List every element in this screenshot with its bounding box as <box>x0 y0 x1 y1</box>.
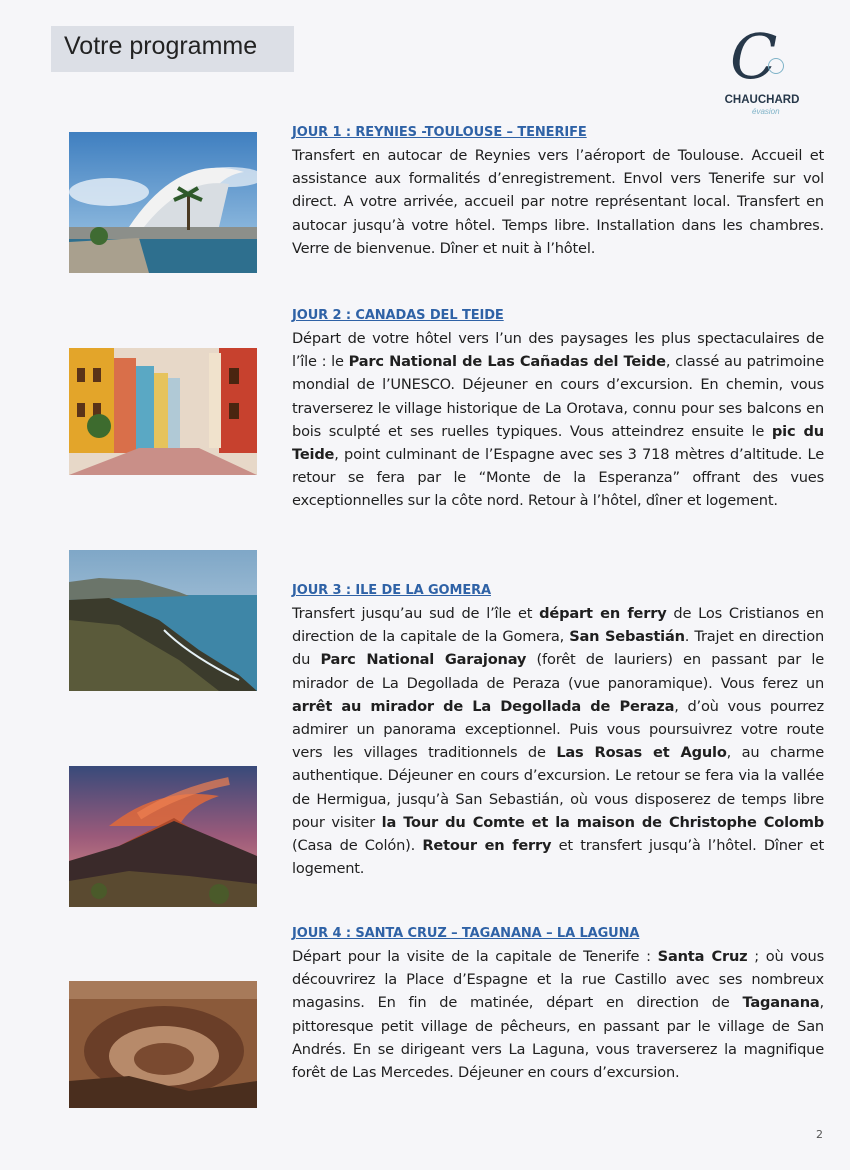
day-2-title: JOUR 2 : CANADAS DEL TEIDE <box>292 308 504 323</box>
day-3-section <box>292 583 824 880</box>
day-2-section <box>292 308 824 513</box>
photo-la-orotava-street <box>69 348 257 475</box>
day-3-title: JOUR 3 : ILE DE LA GOMERA <box>292 583 491 598</box>
day-2-text: Départ de votre hôtel vers l’un des paysages les plus spectaculaires de l’île : le Parc National de Las Cañadas del Teide, classé au patrimoine mondial de l’UNESCO. Déjeuner en cours d’excursion. En chemin, vous traverserez le village historique de La Orotava, connu pour ses balcons en bois sculpté et ses ruelles typiques. Vous atteindrez ensuite le pic du Teide, point culminant de l’Espagne avec ses 3 718 mètres d’altitude. Le retour se fera par le “Monte de la Esperanza” offrant des vues exceptionnelles sur la côte nord. Retour à l’hôtel, dîner et logement. <box>292 330 824 510</box>
logo-name: CHAUCHARD <box>724 94 800 106</box>
photo-santa-cruz-auditorium <box>69 132 257 273</box>
page-number: 2 <box>816 1128 823 1141</box>
photo-teide-sunset <box>69 766 257 907</box>
brand-logo <box>716 20 808 120</box>
logo-tagline: évasion <box>752 107 780 116</box>
logo-c-icon: C <box>730 20 778 93</box>
photo-crater <box>69 981 257 1108</box>
day-1-title: JOUR 1 : REYNIES -TOULOUSE – TENERIFE <box>292 125 587 140</box>
day-1-section <box>292 125 824 260</box>
day-4-text: Départ pour la visite de la capitale de Tenerife : Santa Cruz ; où vous découvrirez la Place d’Espagne et la rue Castillo avec ses nombreux magasins. En fin de matinée, départ en direction de Taganana, pittoresque petit village de pêcheurs, en passant par le village de San Andrés. En se dirigeant vers La Laguna, vous traverserez la magnifique forêt de Las Mercedes. Déjeuner en cours d’excursion. <box>292 948 824 1082</box>
day-3-text: Transfert jusqu’au sud de l’île et départ en ferry de Los Cristianos en direction de la capitale de la Gomera, San Sebastián. Trajet en direction du Parc National Garajonay (forêt de lauriers) en passant par le mirador de La Degollada de Peraza (vue panoramique). Vous ferez un arrêt au mirador de La Degollada de Peraza, d’où vous pourrez admirer un panorama exceptionnel. Puis vous poursuivrez votre route vers les villages traditionnels de Las Rosas et Agulo, au charme authentique. Déjeuner en cours d’excursion. Le retour se fera via la vallée de Hermigua, jusqu’à San Sebastián, où vous disposerez de temps libre pour visiter la Tour du Comte et la maison de Christophe Colomb (Casa de Colón). Retour en ferry et transfert jusqu’à l’hôtel. Dîner et logement. <box>292 605 825 878</box>
day-4-title: JOUR 4 : SANTA CRUZ – TAGANANA – LA LAGUNA <box>292 926 640 941</box>
photo-coastline <box>69 550 257 691</box>
globe-icon <box>768 58 784 74</box>
day-4-section <box>292 926 824 1084</box>
day-1-text: Transfert en autocar de Reynies vers l’aéroport de Toulouse. Accueil et assistance aux formalités d’enregistrement. Envol vers Tenerife sur vol direct. A votre arrivée, accueil par notre représentant local. Transfert en autocar jusqu’à votre hôtel. Temps libre. Installation dans les chambres. Verre de bienvenue. Dîner et nuit à l’hôtel. <box>292 147 824 257</box>
page-title: Votre programme <box>51 26 294 72</box>
